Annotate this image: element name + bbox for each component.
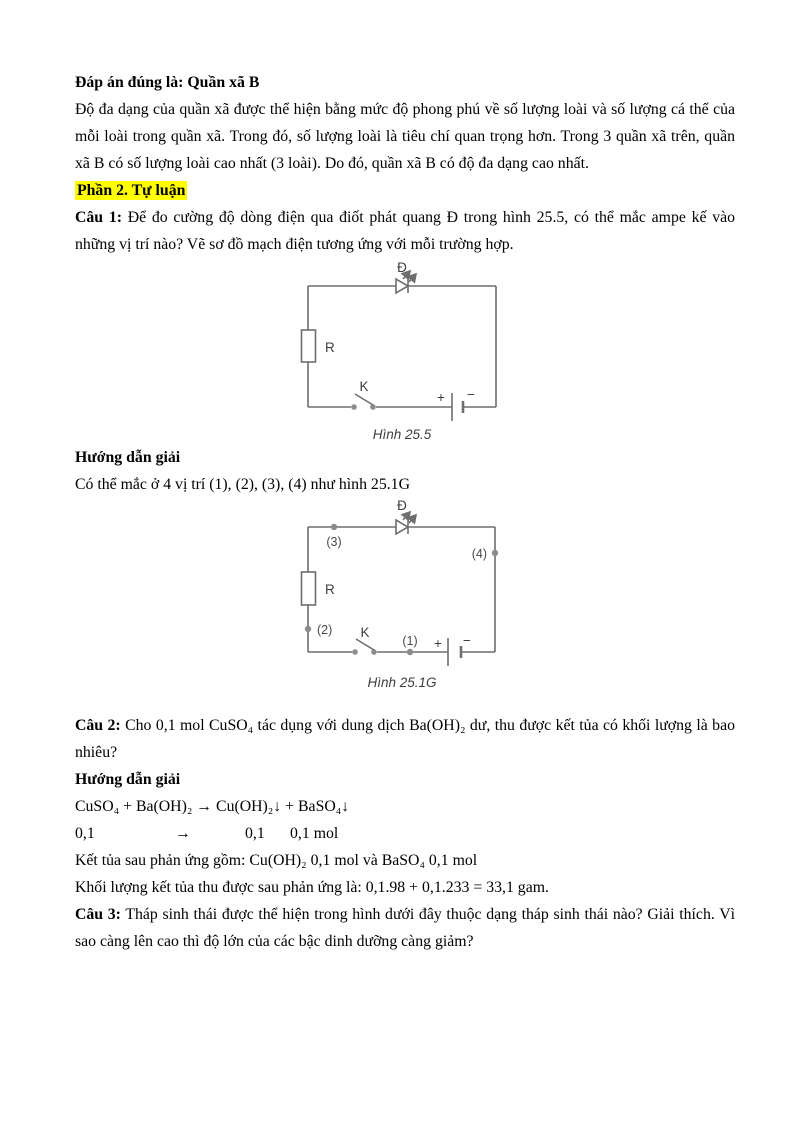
- resistor-symbol: [302, 572, 316, 605]
- solution2-heading: Hướng dẫn giải: [75, 771, 181, 788]
- question3-paragraph: [75, 901, 735, 955]
- position-2-label: (2): [317, 623, 333, 637]
- led-emission-arrow: [409, 515, 416, 523]
- question2-paragraph: [75, 712, 735, 766]
- led-triangle: [396, 520, 408, 534]
- position-1-node: [407, 649, 413, 655]
- led-label: Đ: [397, 260, 407, 275]
- resistor-label: R: [325, 582, 335, 597]
- precipitate-line: Kết tủa sau phản ứng gồm: Cu(OH)₂ 0,1 mol và BaSO₄ 0,1 mol: [75, 852, 478, 869]
- position-4-node: [492, 550, 498, 556]
- led-label: Đ: [397, 498, 407, 513]
- mole-value-reactant: 0,1: [75, 825, 95, 842]
- question2-text: Cho 0,1 mol CuSO₄ tác dụng với dung dịch Ba(OH)₂ dư, thu được kết tủa có khối lượng là bao nhiêu?: [75, 717, 735, 761]
- solution1-text: Có thể mắc ở 4 vị trí (1), (2), (3), (4) như hình 25.1G: [75, 476, 410, 493]
- section-heading-highlight: Phần 2. Tự luận: [77, 182, 186, 199]
- chemical-equation: CuSO₄ + Ba(OH)₂ → Cu(OH)₂↓ + BaSO₄↓: [75, 798, 350, 815]
- section-heading-line: [75, 177, 735, 204]
- led-triangle: [396, 279, 408, 293]
- switch-label: K: [360, 625, 370, 640]
- figure-circuit-25-5: [285, 258, 525, 444]
- figure-caption: Hình 25.1G: [367, 675, 437, 690]
- switch-lever: [355, 394, 373, 405]
- switch-symbol: [351, 394, 376, 410]
- mole-ratio-line: [75, 820, 735, 847]
- led-emission-arrow: [403, 512, 410, 520]
- question3-label: Câu 3:: [75, 906, 121, 923]
- switch-lever: [356, 639, 374, 650]
- circuit-diagram-25-1g: [285, 498, 525, 692]
- battery-symbol: [448, 638, 461, 666]
- figure-circuit-25-1g: [285, 498, 525, 692]
- answer-explanation: Độ đa dạng của quần xã được thể hiện bằng mức độ phong phú về số lượng loài và số lượng cá thể của mỗi loài trong quần xã. Trong đó, số lượng loài là tiêu chí quan trọng hơn. Trong 3 quần xã trên, quần xã B có số lượng loài cao nhất (3 loài). Do đó, quần xã B có độ đa dạng cao nhất.: [75, 101, 735, 172]
- switch-node: [370, 404, 376, 410]
- solution1-heading: Hướng dẫn giải: [75, 449, 181, 466]
- mole-value-product2: 0,1 mol: [290, 825, 339, 842]
- battery-minus-label: −: [463, 633, 471, 648]
- question2-label: Câu 2:: [75, 717, 121, 734]
- battery-plus-label: +: [437, 390, 445, 405]
- question3-text: Tháp sinh thái được thể hiện trong hình dưới đây thuộc dạng tháp sinh thái nào? Giải thích. Vì sao càng lên cao thì độ lớn của các bậc dinh dưỡng càng giảm?: [75, 906, 735, 950]
- mass-line: Khối lượng kết tủa thu được sau phản ứng là: 0,1.98 + 0,1.233 = 33,1 gam.: [75, 879, 549, 896]
- figure-caption: Hình 25.5: [372, 427, 432, 442]
- reaction-arrow: →: [175, 825, 191, 842]
- question1-label: Câu 1:: [75, 209, 122, 226]
- circuit-diagram-25-5: [285, 258, 525, 444]
- led-emission-arrow: [409, 274, 416, 282]
- battery-minus-label: −: [467, 387, 475, 402]
- question1-text: Để đo cường độ dòng điện qua điốt phát quang Đ trong hình 25.5, có thể mắc ampe kế vào những vị trí nào? Vẽ sơ đồ mạch điện tương ứng với mỗi trường hợp.: [75, 209, 736, 253]
- answer-heading: Đáp án đúng là: Quần xã B: [75, 74, 260, 91]
- switch-node: [371, 649, 377, 655]
- switch-node: [351, 404, 357, 410]
- position-3-label: (3): [326, 535, 342, 549]
- switch-label: K: [359, 379, 369, 394]
- mole-value-product1: 0,1: [245, 825, 265, 842]
- position-1-label: (1): [402, 634, 418, 648]
- resistor-symbol: [302, 330, 316, 362]
- switch-node: [352, 649, 358, 655]
- battery-symbol: [452, 393, 463, 421]
- battery-plus-label: +: [434, 636, 442, 651]
- position-3-node: [331, 524, 337, 530]
- resistor-label: R: [325, 340, 335, 355]
- position-4-label: (4): [471, 547, 487, 561]
- led-symbol: [396, 512, 416, 534]
- position-2-node: [305, 626, 311, 632]
- question1-paragraph: [75, 204, 735, 258]
- switch-symbol: [352, 639, 377, 655]
